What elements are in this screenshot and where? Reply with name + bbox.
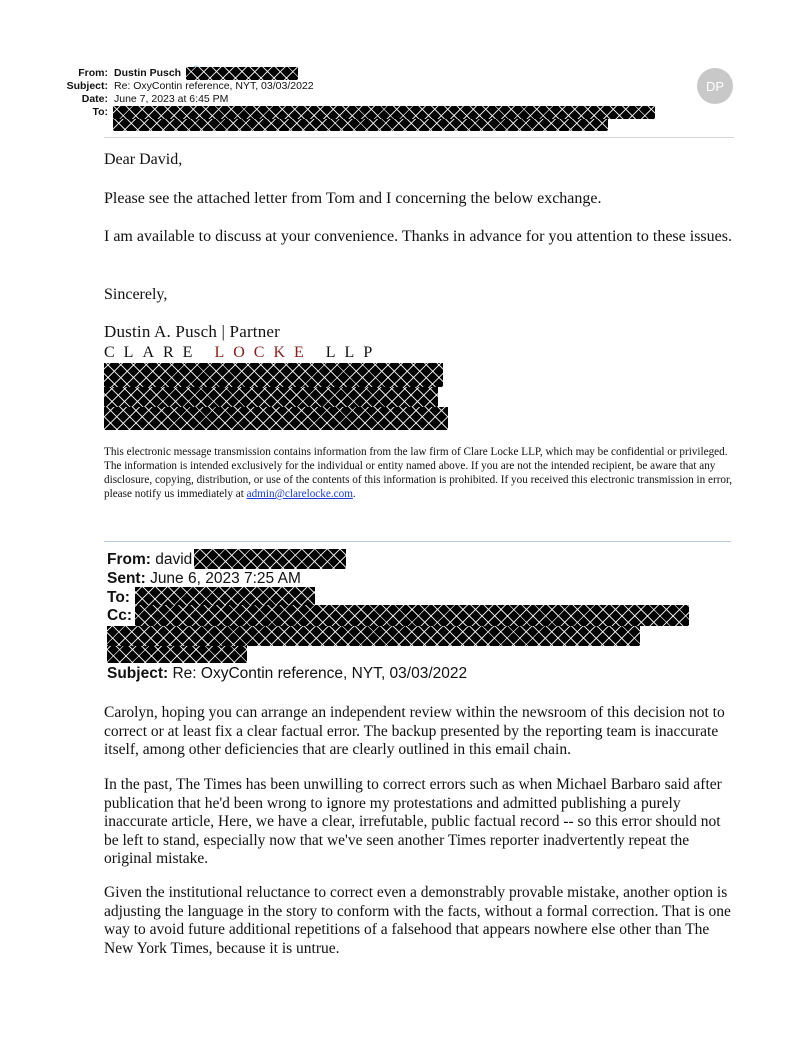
letter-paragraph-1: Please see the attached letter from Tom and I concerning the below exchange. [104, 190, 602, 207]
forward-sent-row [107, 570, 301, 588]
redaction-block [107, 626, 640, 646]
forward-sent-value: June 6, 2023 7:25 AM [150, 570, 301, 587]
redaction-block [186, 67, 298, 80]
header-divider [104, 137, 734, 138]
forward-to-row [107, 589, 130, 607]
header-subject-row [40, 80, 314, 93]
redaction-block [113, 119, 608, 131]
redaction-block [104, 363, 443, 387]
forward-from-label: From: [107, 551, 151, 568]
closing: Sincerely, [104, 286, 168, 303]
forward-paragraph-3: Given the institutional reluctance to correct even a demonstrably provable mistake, another option is adjusting the language in the story to conform with the facts, without a formal correction. That is one way to avoid future additional repetitions of a falsehood that appears nowhere else other than The New York Times, because it is untrue. [104, 884, 731, 957]
signature-name: Dustin A. Pusch | Partner [104, 322, 281, 341]
confidentiality-disclaimer [104, 445, 744, 501]
date-value: June 7, 2023 at 6:45 PM [114, 93, 229, 105]
disclaimer-email-link[interactable]: admin@clarelocke.com [246, 488, 353, 500]
redaction-block [113, 106, 655, 119]
to-label: To: [92, 106, 108, 118]
redaction-block [194, 549, 346, 569]
redaction-block [104, 407, 448, 430]
from-value[interactable]: Dustin Pusch [114, 67, 182, 79]
greeting: Dear David, [104, 151, 183, 168]
forward-subject-value: Re: OxyContin reference, NYT, 03/03/2022 [172, 665, 468, 682]
forward-cc-label: Cc: [107, 607, 132, 624]
forward-divider [104, 541, 731, 542]
redaction-block [107, 646, 247, 663]
firm-logo [104, 344, 381, 362]
firm-name-part-3: LLP [325, 344, 382, 361]
firm-name-part-1: CLARE [104, 344, 202, 361]
forward-subject-label: Subject: [107, 665, 169, 682]
redaction-block [135, 605, 689, 626]
subject-value: Re: OxyContin reference, NYT, 03/03/2022 [114, 80, 314, 92]
forward-to-label: To: [107, 589, 130, 606]
forward-subject-row [107, 665, 467, 683]
redaction-block [104, 387, 438, 407]
forward-sent-label: Sent: [107, 570, 146, 587]
redaction-block [135, 587, 315, 605]
letter-paragraph-2: I am available to discuss at your convenience. Thanks in advance for you attention to these issues. [104, 228, 732, 245]
forward-cc-row [107, 607, 132, 625]
header-from-row [40, 67, 202, 80]
forward-from-row [107, 551, 192, 569]
header-date-row [40, 93, 228, 106]
disclaimer-end: . [352, 488, 356, 500]
header-to-row [40, 106, 114, 119]
subject-label: Subject: [66, 80, 108, 92]
forward-paragraph-2: In the past, The Times has been unwilling to correct errors such as when Michael Barbaro said after publication that he'd been wrong to ignore my protestations and admitted publishing a purely inaccurate article, Here, we have a clear, irrefutable, public factual record -- so this error should not be left to stand, especially now that we've seen another Times reporter inadvertently repeat the original mistake. [104, 776, 722, 867]
date-label: Date: [81, 93, 108, 105]
forward-from-value: david [155, 551, 193, 568]
disclaimer-text: This electronic message transmission contains information from the law firm of Clare Locke LLP, which may be confidential or privileged. The information is intended exclusively for the individual or entity named above. If you are not the intended recipient, be aware that any disclosure, copying, distribution, or use of the contents of this information is prohibited. If you received this electronic transmission in error, please notify us immediately at [104, 446, 733, 500]
from-label: From: [78, 67, 108, 79]
forward-paragraph-1: Carolyn, hoping you can arrange an independent review within the newsroom of this decision not to correct or at least fix a clear factual error. The backup presented by the reporting team is inaccurate itself, among other deficiencies that are clearly outlined in this email chain. [104, 704, 725, 758]
firm-name-part-2: LOCKE [214, 344, 313, 361]
sender-avatar[interactable]: DP [697, 68, 733, 104]
